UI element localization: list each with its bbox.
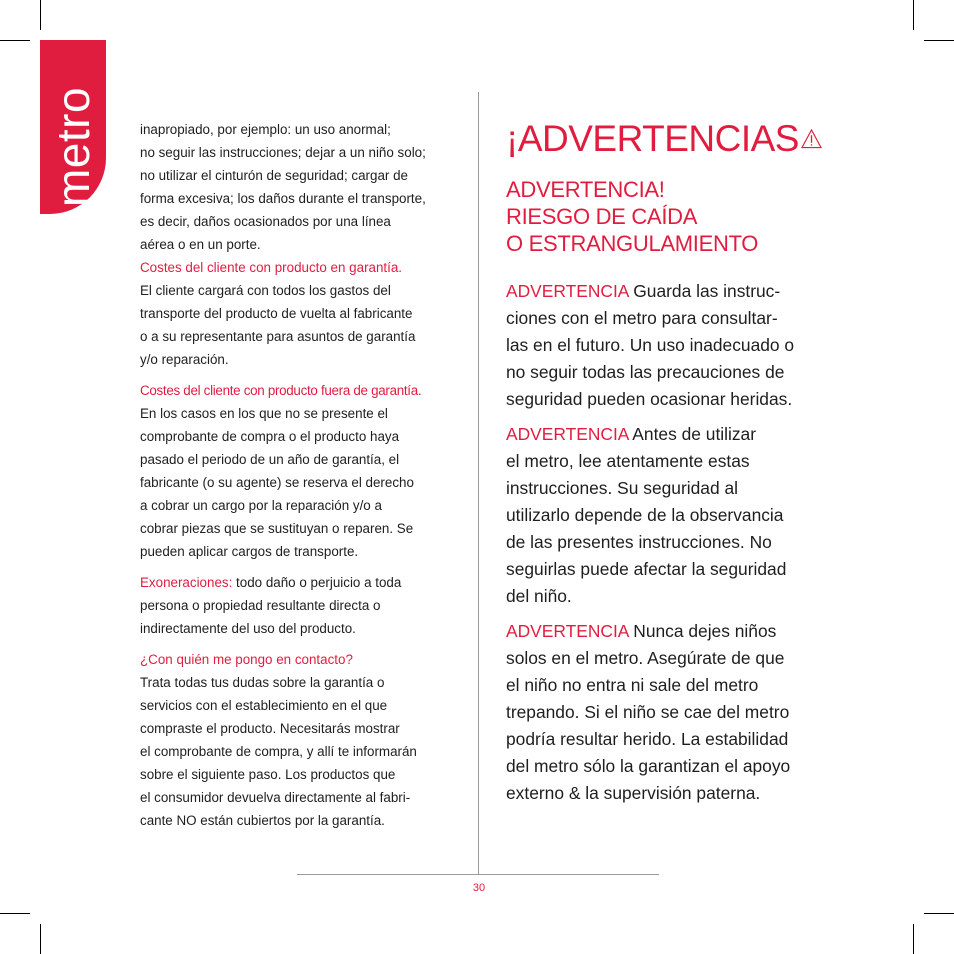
crop-mark xyxy=(924,913,954,914)
text-line: podría resultar herido. La estabilidad xyxy=(506,729,789,749)
warranty-text-column xyxy=(140,118,452,840)
text-line: a cobrar un cargo por la reparación y/o a xyxy=(140,498,382,513)
text-line: aérea o en un porte. xyxy=(140,237,261,252)
section-heading: ¿Con quién me pongo en contacto? xyxy=(140,652,353,667)
text-line: o a su representante para asuntos de garantía xyxy=(140,329,416,344)
text-line: Guarda las instruc- xyxy=(628,281,781,301)
text-line: es decir, daños ocasionados por una línea xyxy=(140,214,391,229)
text-line: El cliente cargará con todos los gastos del xyxy=(140,283,391,298)
text-line: externo & la supervisión paterna. xyxy=(506,783,761,803)
section-exonerations xyxy=(140,571,452,640)
column-divider xyxy=(478,92,479,874)
text-line: no utilizar el cinturón de seguridad; cargar de xyxy=(140,168,408,183)
text-line: seguridad pueden ocasionar heridas. xyxy=(506,389,793,409)
text-line: inapropiado, por ejemplo: un uso anormal; xyxy=(140,122,391,137)
page-number: 30 xyxy=(472,882,486,894)
text-line: cante NO están cubiertos por la garantía. xyxy=(140,813,385,828)
text-line: pasado el periodo de un año de garantía, el xyxy=(140,452,400,467)
warning-item xyxy=(506,618,822,807)
subtitle-line: RIESGO DE CAÍDA xyxy=(506,204,698,229)
text-line: En los casos en los que no se presente el xyxy=(140,406,388,421)
text-line: seguirlas puede afectar la seguridad xyxy=(506,559,787,579)
section-heading: Exoneraciones: xyxy=(140,575,233,590)
crop-mark xyxy=(913,924,914,954)
text-line: Trata todas tus dudas sobre la garantía o xyxy=(140,675,385,690)
text-line: las en el futuro. Un uso inadecuado o xyxy=(506,335,795,355)
text-line: cobrar piezas que se sustituyan o reparen. Se xyxy=(140,521,414,536)
warning-label: ADVERTENCIA xyxy=(506,281,629,301)
text-line: trepando. Si el niño se cae del metro xyxy=(506,702,790,722)
text-line: el consumidor devuelva directamente al fabri- xyxy=(140,790,411,805)
text-line: de las presentes instrucciones. No xyxy=(506,532,772,552)
text-line: el metro, lee atentamente estas xyxy=(506,451,750,471)
warning-label: ADVERTENCIA xyxy=(506,424,629,444)
text-line: comprobante de compra o el producto haya xyxy=(140,429,400,444)
text-line: Nunca dejes niños xyxy=(628,621,777,641)
warning-item xyxy=(506,278,822,413)
crop-mark xyxy=(924,40,954,41)
text-line: el niño no entra ni sale del metro xyxy=(506,675,759,695)
crop-mark xyxy=(0,913,30,914)
section-contact xyxy=(140,648,452,832)
section-costs-out-of-warranty xyxy=(140,379,452,563)
side-tab-label: metro xyxy=(47,86,99,208)
text-line: utilizarlo depende de la observancia xyxy=(506,505,784,525)
text-line: y/o reparación. xyxy=(140,352,229,367)
page-title-text: ¡ADVERTENCIAS xyxy=(506,118,799,159)
crop-mark xyxy=(0,40,30,41)
text-line: forma excesiva; los daños durante el transporte, xyxy=(140,191,426,206)
text-line: transporte del producto de vuelta al fabricante xyxy=(140,306,413,321)
subtitle-line: ADVERTENCIA! xyxy=(506,177,665,202)
text-line: ciones con el metro para consultar- xyxy=(506,308,778,328)
footer-rule xyxy=(297,874,659,875)
subtitle-line: O ESTRANGULAMIENTO xyxy=(506,231,759,256)
text-line: servicios con el establecimiento en el que xyxy=(140,698,388,713)
section-costs-in-warranty xyxy=(140,256,452,371)
warning-item xyxy=(506,421,822,610)
crop-mark xyxy=(40,0,41,30)
text-line: no seguir todas las precauciones de xyxy=(506,362,785,382)
text-line: todo daño o perjuicio a toda xyxy=(232,575,402,590)
crop-mark xyxy=(40,924,41,954)
warning-list xyxy=(506,278,822,807)
text-line: Antes de utilizar xyxy=(628,424,757,444)
page-title xyxy=(506,113,822,165)
warning-subtitle xyxy=(506,176,822,257)
text-line: fabricante (o su agente) se reserva el derecho xyxy=(140,475,414,490)
intro-paragraph xyxy=(140,118,452,256)
warnings-column xyxy=(506,113,822,815)
text-line: del metro sólo la garantizan el apoyo xyxy=(506,756,791,776)
section-heading: Costes del cliente con producto en garantía. xyxy=(140,260,403,275)
text-line: pueden aplicar cargos de transporte. xyxy=(140,544,359,559)
text-line: indirectamente del uso del producto. xyxy=(140,621,356,636)
text-line: sobre el siguiente paso. Los productos que xyxy=(140,767,396,782)
section-heading: Costes del cliente con producto fuera de garantía. xyxy=(140,383,422,398)
text-line: solos en el metro. Asegúrate de que xyxy=(506,648,785,668)
warning-triangle-icon xyxy=(801,117,822,161)
text-line: instrucciones. Su seguridad al xyxy=(506,478,739,498)
text-line: persona o propiedad resultante directa o xyxy=(140,598,381,613)
crop-mark xyxy=(913,0,914,30)
text-line: compraste el producto. Necesitarás mostrar xyxy=(140,721,400,736)
side-tab xyxy=(40,40,106,214)
text-line: el comprobante de compra, y allí te informarán xyxy=(140,744,417,759)
text-line: no seguir las instrucciones; dejar a un niño solo; xyxy=(140,145,426,160)
warning-label: ADVERTENCIA xyxy=(506,621,629,641)
text-line: del niño. xyxy=(506,586,572,606)
